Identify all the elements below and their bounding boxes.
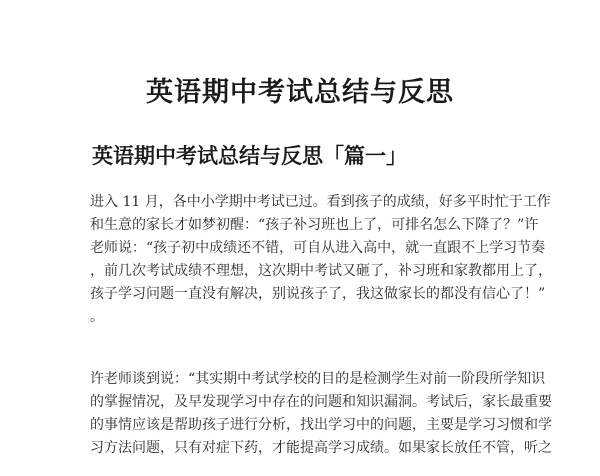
paragraph-line: ，前几次考试成绩不理想，这次期中考试又砸了，补习班和家教都用上了，	[90, 263, 552, 279]
paragraph-line: 许老师谈到说：“其实期中考试学校的目的是检测学生对前一阶段所学知识	[90, 371, 546, 387]
paragraph-line: 习方法问题，只有对症下药，才能提高学习成绩。如果家长放任不管，听之	[90, 440, 552, 456]
paragraph-line: 。	[90, 309, 104, 325]
paragraph-line: 的掌握情况，及早发现学习中存在的问题和知识漏洞。考试后，家长最重要	[90, 394, 552, 410]
section-heading: 英语期中考试总结与反思「篇一」	[92, 143, 407, 168]
paragraph-2	[90, 368, 552, 460]
paragraph-line: 老师说：“孩子初中成绩还不错，可自从进入高中，就一直跟不上学习节奏	[90, 240, 546, 256]
paragraph-line: 的事情应该是帮助孩子进行分析，找出学习中的问题，主要是学习习惯和学	[90, 417, 552, 433]
paragraph-line: 孩子学习问题一直没有解决，别说孩子了，我这做家长的都没有信心了！”	[90, 286, 546, 302]
paragraph-line: 和生意的家长才如梦初醒：“孩子补习班也上了，可排名怎么下降了？”许	[90, 217, 539, 233]
paragraph-1	[90, 191, 552, 329]
document-title: 英语期中考试总结与反思	[146, 77, 454, 108]
paragraph-line: 进入 11 月，各中小学期中考试已过。看到孩子的成绩，好多平时忙于工作	[90, 194, 551, 210]
